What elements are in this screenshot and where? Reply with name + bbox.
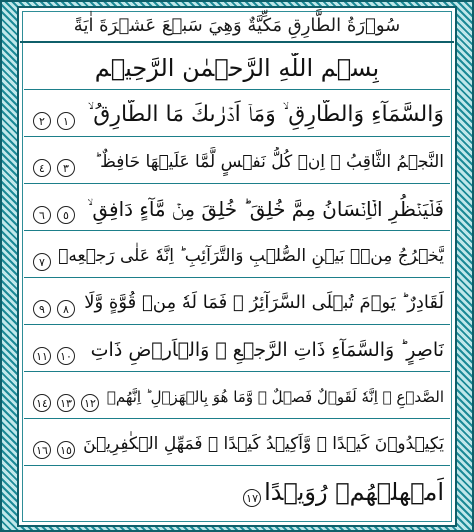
ayah-number-marker: ١٠	[57, 347, 75, 365]
verse-text: نَاصِرٍ ؕ وَالسَّمَآءِ ذَاتِ الرَّجۡعِ ۙ وَالۡاَرۡضِ ذَاتِ	[90, 339, 444, 361]
surah-header	[20, 9, 454, 43]
ayah-markers	[30, 112, 78, 130]
verse-text: لَقَادِرٌ ؕ يَوۡمَ تُبۡلَى السَّرَآئِرُ ۙ فَمَا لَهٗ مِنۡ قُوَّةٍ وَّلَا	[84, 292, 444, 313]
ayah-number-marker: ١٣	[57, 394, 75, 412]
surah-title: سُوۡرَةُ الطَّارِقِ مَكِّيَّةٌ وَهِيَ سَبۡعَ عَشۡرَةَ اٰيَةً	[73, 14, 401, 36]
ayah-number-marker: ٢	[33, 112, 51, 130]
ayah-number-marker: ١١	[33, 347, 51, 365]
verse-line	[24, 44, 450, 90]
verse-line	[24, 467, 450, 513]
ayah-number-marker: ١٥	[57, 441, 75, 459]
ayah-number-marker: ١٢	[81, 394, 99, 412]
verse-text: فَلۡيَنۡظُرِ الۡاِنۡسَانُ مِمَّ خُلِقَ ؕ خُلِقَ مِنۡ مَّآءٍ دَافِقٍ ۙ	[87, 197, 444, 221]
verse-text: يَكِيۡدُوۡنَ كَيۡدًا ۙ وَّاَكِيۡدُ كَيۡدًا ۚ فَمَهِّلِ الۡكٰفِرِيۡنَ	[83, 434, 444, 454]
ayah-markers	[30, 347, 78, 365]
ayah-markers	[30, 300, 78, 318]
verse-text: بِسۡمِ اللّٰهِ الرَّحۡمٰنِ الرَّحِيۡمِ	[94, 54, 380, 82]
verse-lines	[24, 44, 450, 522]
ayah-markers	[30, 159, 78, 177]
ayah-markers	[30, 394, 102, 412]
ayah-number-marker: ١٤	[33, 394, 51, 412]
ayah-markers	[30, 441, 78, 459]
ayah-markers	[30, 206, 78, 224]
verse-line	[24, 373, 450, 419]
ayah-number-marker: ١	[57, 112, 75, 130]
verse-line	[24, 232, 450, 278]
ayah-markers	[240, 489, 264, 507]
ayah-number-marker: ٥	[57, 206, 75, 224]
verse-text: النَّجۡمُ الثَّاقِبُ ۙ اِنۡ كُلُّ نَفۡسٍ لَّمَّا عَلَيۡهَا حَافِظٌ ؕ	[94, 152, 444, 172]
verse-text: اَمۡهِلۡهُمۡ رُوَيۡدًا	[264, 478, 444, 506]
verse-text: يَّخۡرُجُ مِنۡۢ بَيۡنِ الصُّلۡبِ وَالتَّرَآئِبِ ؕ اِنَّهٗ عَلٰى رَجۡعِهٖ	[58, 246, 444, 266]
verse-line	[24, 420, 450, 466]
ayah-markers	[30, 253, 54, 271]
ayah-number-marker: ٨	[57, 300, 75, 318]
ayah-number-marker: ١٧	[243, 489, 261, 507]
ayah-number-marker: ٧	[33, 253, 51, 271]
ayah-number-marker: ١٦	[33, 441, 51, 459]
verse-line	[24, 185, 450, 231]
verse-line	[24, 279, 450, 325]
ayah-number-marker: ٩	[33, 300, 51, 318]
verse-line	[24, 326, 450, 372]
ayah-number-marker: ٦	[33, 206, 51, 224]
ayah-number-marker: ٣	[57, 159, 75, 177]
verse-text: وَالسَّمَآءِ وَالطَّارِقِ ۙ وَمَاۤ اَدۡرٰٮكَ مَا الطَّارِقُ ۙ	[87, 102, 444, 127]
ayah-number-marker: ٤	[33, 159, 51, 177]
verse-line	[24, 91, 450, 137]
verse-line	[24, 138, 450, 184]
verse-text: الصَّدۡعِ ۙ اِنَّهٗ لَقَوۡلٌ فَصۡلٌ ۙ وَّمَا هُوَ بِالۡهَزۡلِ ؕ اِنَّهُمۡ	[106, 388, 444, 406]
